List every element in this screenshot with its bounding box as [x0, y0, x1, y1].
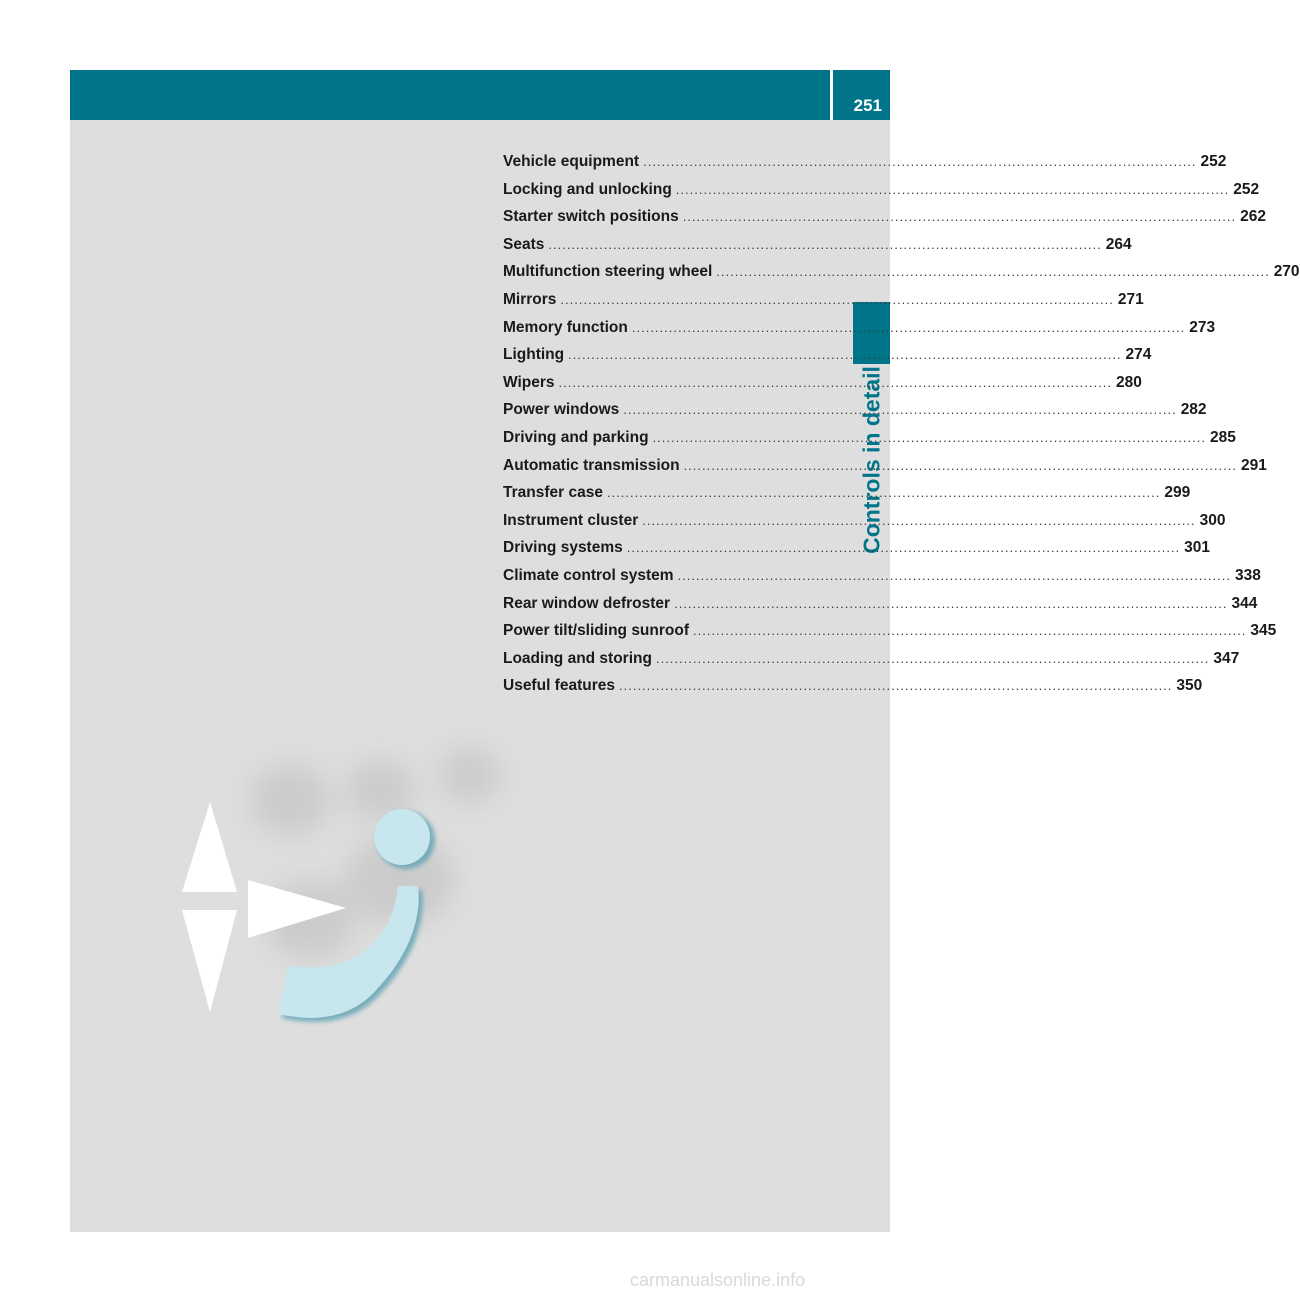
toc-leader-dots: ........................................................................................................................ — [623, 402, 1177, 418]
toc-entry-title: Loading and storing — [503, 649, 652, 667]
toc-entry-title: Rear window defroster — [503, 594, 671, 612]
toc-entry-page: 280 — [1115, 373, 1142, 391]
toc-entry-page: 345 — [1250, 622, 1277, 640]
toc-entry-title: Starter switch positions — [503, 208, 679, 226]
toc-entry-page: 301 — [1184, 539, 1211, 557]
toc-entry-title: Power tilt/sliding sunroof — [503, 622, 689, 640]
toc-entry[interactable] — [503, 594, 1258, 623]
toc-entry-title: Useful features — [503, 677, 615, 695]
toc-leader-dots: ........................................................................................................................ — [693, 623, 1247, 639]
toc-entry-page: 274 — [1125, 346, 1152, 364]
toc-entry[interactable] — [503, 346, 1152, 374]
page-number-box — [833, 70, 890, 120]
toc-entry[interactable] — [503, 456, 1267, 485]
page-number: 251 — [853, 96, 882, 115]
toc-entry-page: 338 — [1234, 566, 1261, 584]
toc-leader-dots: ........................................................................................................................ — [683, 457, 1237, 473]
toc-entry-title: Climate control system — [503, 566, 674, 584]
toc-entry-page: 271 — [1117, 290, 1144, 308]
toc-entry-page: 252 — [1233, 180, 1260, 198]
toc-entry[interactable] — [503, 373, 1142, 402]
toc-entry-title: Mirrors — [503, 290, 557, 308]
toc-entry-page: 299 — [1164, 484, 1191, 502]
toc-entry-title: Automatic transmission — [503, 456, 680, 474]
toc-entry-page: 347 — [1213, 649, 1240, 667]
toc-leader-dots: ........................................................................................................................ — [606, 485, 1161, 501]
toc-entry[interactable] — [503, 566, 1261, 595]
toc-entry[interactable] — [503, 208, 1266, 236]
toc-leader-dots: ........................................................................................................................ — [558, 374, 1112, 390]
toc-entry[interactable] — [503, 180, 1260, 209]
toc-entry-title: Instrument cluster — [503, 511, 639, 529]
toc-entry-page: 252 — [1200, 153, 1227, 170]
toc-entry-title: Seats — [503, 235, 545, 253]
toc-leader-dots: ........................................................................................................................ — [568, 347, 1122, 363]
toc-entry[interactable] — [503, 290, 1144, 319]
toc-entry-title: Power windows — [503, 401, 620, 419]
toc-entry[interactable] — [503, 539, 1211, 567]
toc-entry[interactable] — [503, 484, 1191, 512]
toc-leader-dots: ........................................................................................................................ — [655, 650, 1210, 666]
toc-entry[interactable] — [503, 677, 1203, 705]
toc-entry-page: 350 — [1176, 677, 1203, 695]
chapter-title: Controls in detail — [858, 366, 885, 554]
toc-entry-page: 282 — [1180, 401, 1207, 419]
toc-entry-page: 264 — [1105, 235, 1132, 253]
toc-entry[interactable] — [503, 649, 1240, 678]
toc-leader-dots: ........................................................................................................................ — [643, 154, 1197, 169]
toc-entry-page: 262 — [1240, 208, 1266, 226]
toc-leader-dots: ........................................................................................................................ — [652, 429, 1206, 445]
toc-leader-dots: ........................................................................................................................ — [716, 264, 1270, 280]
toc-leader-dots: ........................................................................................................................ — [642, 512, 1196, 528]
toc-entry-page: 273 — [1189, 318, 1216, 336]
toc-entry[interactable] — [503, 511, 1226, 540]
toc-leader-dots: ........................................................................................................................ — [626, 540, 1181, 556]
toc-entry-title: Multifunction steering wheel — [503, 263, 713, 281]
toc-entry-title: Wipers — [503, 373, 555, 391]
header-bar — [70, 70, 830, 120]
seat-occupant-airflow-icon — [170, 730, 530, 1040]
toc-entry-page: 270 — [1273, 263, 1300, 281]
toc-entry-title: Driving systems — [503, 539, 623, 557]
toc-entry-title: Lighting — [503, 346, 565, 364]
toc-leader-dots: ........................................................................................................................ — [674, 595, 1228, 611]
toc-entry-page: 344 — [1231, 594, 1258, 612]
toc-entry-title: Vehicle equipment — [503, 153, 640, 170]
toc-leader-dots: ........................................................................................................................ — [631, 319, 1186, 335]
toc-entry[interactable] — [503, 622, 1277, 650]
toc-entry[interactable] — [503, 153, 1227, 181]
toc-leader-dots: ........................................................................................................................ — [560, 291, 1114, 307]
toc-entry-title: Transfer case — [503, 484, 603, 502]
toc-leader-dots: ........................................................................................................................ — [548, 236, 1102, 252]
toc-leader-dots: ........................................................................................................................ — [675, 181, 1230, 197]
toc-entry-title: Memory function — [503, 318, 628, 336]
toc-leader-dots: ........................................................................................................................ — [618, 678, 1173, 694]
toc-entry-title: Driving and parking — [503, 428, 649, 446]
footer-watermark: carmanualsonline.info — [630, 1270, 806, 1290]
toc-entry[interactable] — [503, 318, 1216, 347]
toc-entry[interactable] — [503, 401, 1207, 429]
toc-entry-page: 291 — [1240, 456, 1267, 474]
toc-entry-title: Locking and unlocking — [503, 180, 672, 198]
toc-leader-dots: ........................................................................................................................ — [682, 209, 1237, 225]
toc-entry-page: 300 — [1199, 511, 1226, 529]
toc-entry[interactable] — [503, 428, 1236, 457]
toc-leader-dots: ........................................................................................................................ — [677, 567, 1231, 583]
toc-entry-page: 285 — [1209, 428, 1236, 446]
toc-entry[interactable] — [503, 263, 1300, 291]
toc-entry[interactable] — [503, 235, 1132, 264]
